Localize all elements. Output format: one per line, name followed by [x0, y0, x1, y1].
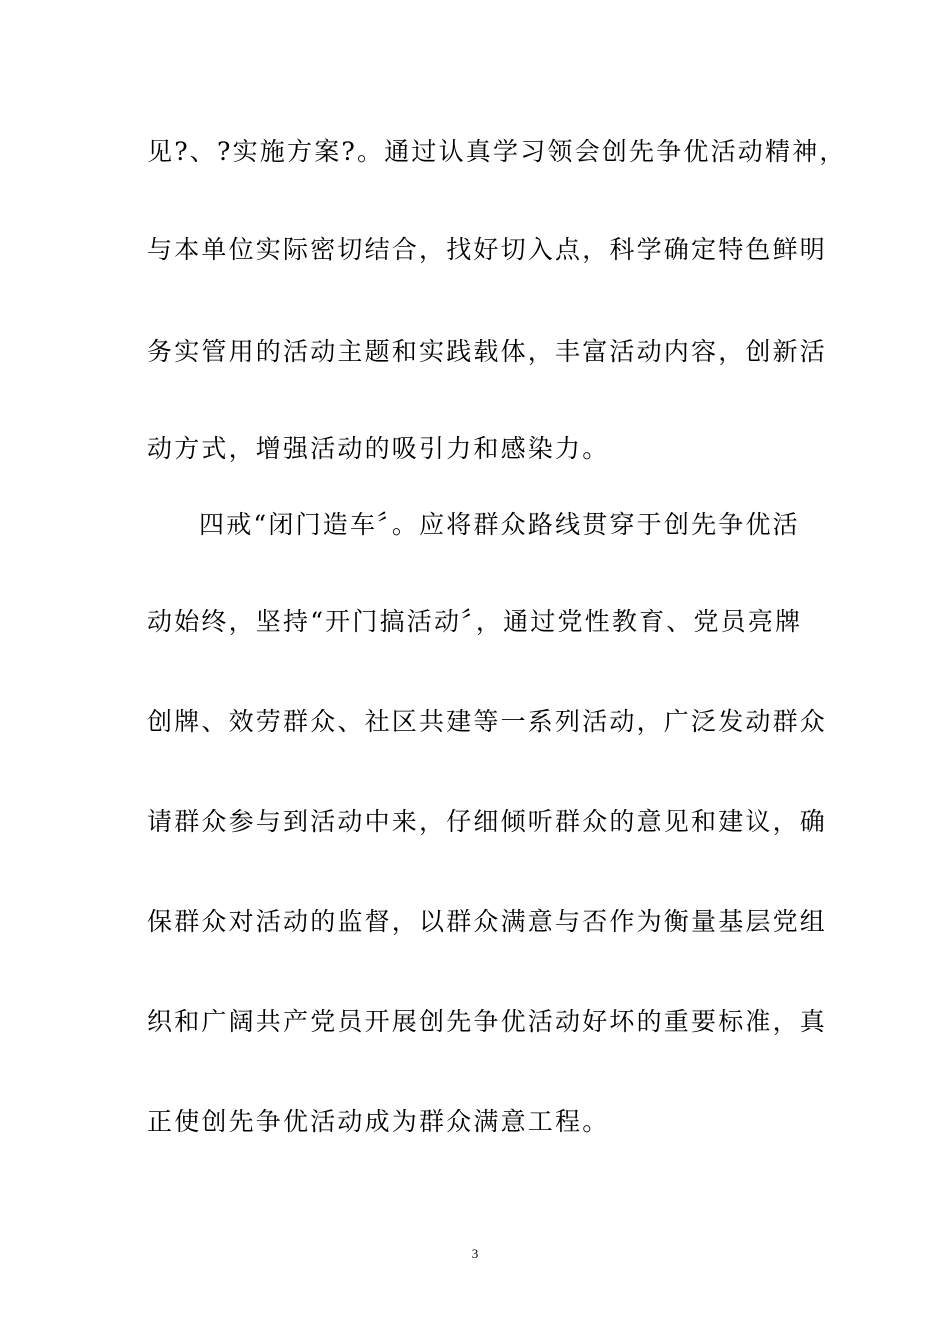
text-line-6: 动始终，坚持“开门搞活动〞，通过党性教育、党员亮牌 — [147, 607, 803, 636]
text-line-9: 保群众对活动的监督，以群众满意与否作为衡量基层党组 — [147, 907, 828, 936]
page-number: 3 — [471, 1246, 479, 1261]
text-line-7: 创牌、效劳群众、社区共建等一系列活动，广泛发动群众 — [147, 707, 828, 736]
text-line-5-paragraph-start: 四戒“闭门造车〞。应将群众路线贯穿于创先争优活 — [199, 510, 800, 539]
text-line-10: 织和广阔共产党员开展创先争优活动好坏的重要标准，真 — [147, 1007, 828, 1036]
text-line-11: 正使创先争优活动成为群众满意工程。 — [147, 1107, 610, 1136]
text-line-1: 见?、?实施方案?。通过认真学习领会创先争优活动精神， — [147, 137, 847, 166]
text-line-2: 与本单位实际密切结合，找好切入点，科学确定特色鲜明 — [147, 235, 828, 264]
text-line-8: 请群众参与到活动中来，仔细倾听群众的意见和建议，确 — [147, 807, 828, 836]
text-line-3: 务实管用的活动主题和实践载体，丰富活动内容，创新活 — [147, 337, 828, 366]
text-line-4: 动方式，增强活动的吸引力和感染力。 — [147, 434, 610, 463]
